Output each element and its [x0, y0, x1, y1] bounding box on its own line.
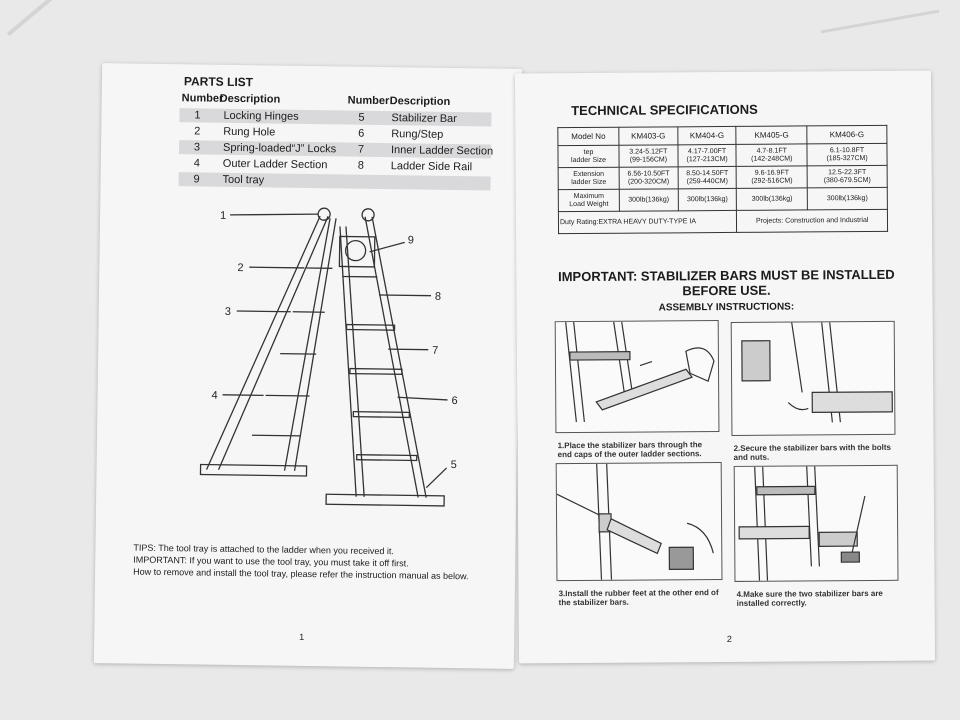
tips-line-1: TIPS: The tool tray is attached to the ladder when you received it.	[133, 542, 394, 557]
spec-cell: 300lb(136kg)	[807, 187, 887, 210]
duty-rating: Duty Rating:EXTRA HEAVY DUTY-TYPE IA	[558, 210, 737, 233]
spec-cell: 4.7-8.1FT (142-248CM)	[736, 144, 807, 166]
tips-line-2: IMPORTANT: If you want to use the tool tray, you must take it off first.	[133, 554, 409, 569]
spec-cell: 300lb(136kg)	[619, 189, 678, 211]
part-number: 6	[358, 127, 365, 140]
callout-6: 6	[451, 395, 458, 408]
part-description: Stabilizer Bar	[391, 112, 457, 126]
spec-cell: 8.50-14.50FT (259-440CM)	[678, 166, 737, 188]
spec-cell: 300lb(136kg)	[678, 188, 737, 210]
tech-spec-title: TECHNICAL SPECIFICATIONS	[571, 101, 758, 119]
spec-header-cell: KM403-G	[619, 127, 678, 145]
callout-4: 4	[211, 389, 218, 402]
spec-table	[557, 125, 888, 234]
page-number: 1	[299, 631, 305, 642]
step-4-image	[734, 465, 899, 582]
part-description: Locking Hinges	[223, 109, 299, 123]
callout-3: 3	[224, 305, 231, 318]
callout-9: 9	[407, 234, 414, 247]
left-page	[94, 63, 522, 669]
projects: Projects: Construction and Industrial	[737, 209, 888, 232]
ladder-diagram	[196, 194, 480, 518]
spec-row-label: Maximum Load Weight	[558, 189, 619, 211]
part-number: 3	[193, 141, 201, 154]
background-mark	[7, 0, 63, 36]
spec-cell: 12.5-22.3FT (380-679.5CM)	[807, 165, 887, 188]
spec-header-cell: Model No	[558, 127, 619, 145]
part-number: 2	[194, 125, 201, 138]
spec-cell: 6.1-10.8FT (185-327CM)	[807, 143, 887, 166]
part-number: 8	[357, 159, 364, 172]
part-number: 1	[194, 109, 201, 122]
callout-8: 8	[434, 290, 442, 303]
tips-line-3: How to remove and install the tool tray, please refer the instruction manual as below.	[133, 566, 469, 582]
step-2-image	[731, 321, 896, 436]
callout-1: 1	[220, 209, 227, 222]
part-description: Spring-loaded“J” Locks	[222, 141, 337, 156]
spec-cell: 9.6-16.9FT (292-516CM)	[737, 166, 808, 188]
important-notice: IMPORTANT: STABILIZER BARS MUST BE INSTALLED BEFORE USE.	[558, 266, 895, 299]
right-page	[515, 71, 935, 664]
col-header-number: Number	[181, 92, 224, 105]
spec-header-cell: KM404-G	[678, 126, 737, 144]
step-1-image	[555, 320, 720, 433]
spec-cell: 3.24-5.12FT (99-156CM)	[619, 145, 678, 167]
col-header-description: Description	[219, 92, 281, 106]
step-2-caption: 2.Secure the stabilizer bars with the bolts and nuts.	[733, 442, 891, 462]
spec-header-cell: KM406-G	[807, 125, 887, 144]
spec-cell: 6.56-10.50FT (200-320CM)	[619, 167, 678, 189]
part-description: Rung/Step	[391, 128, 444, 141]
callout-2: 2	[237, 262, 244, 275]
col-header-description-2: Description	[389, 95, 451, 108]
step-3-caption: 3.Install the rubber feet at the other end of the stabilizer bars.	[558, 588, 719, 608]
part-number: 7	[357, 143, 365, 156]
part-description: Outer Ladder Section	[222, 157, 328, 172]
part-description: Rung Hole	[223, 125, 276, 139]
part-description: Ladder Side Rail	[390, 160, 473, 174]
spec-cell: 4.17-7.00FT (127-213CM)	[678, 144, 737, 166]
assembly-title: ASSEMBLY INSTRUCTIONS:	[658, 301, 795, 314]
spec-row-label: tep ladder Size	[558, 145, 619, 167]
part-number: 9	[193, 173, 200, 186]
part-number: 4	[193, 157, 200, 170]
part-description: Inner Ladder Section	[390, 144, 494, 158]
step-4-caption: 4.Make sure the two stabilizer bars are installed correctly.	[736, 588, 883, 608]
step-3-image	[556, 462, 723, 581]
callout-7: 7	[432, 344, 439, 357]
spec-row-label: Extension ladder Size	[558, 167, 619, 189]
background-mark	[821, 10, 940, 34]
spec-header-cell: KM405-G	[736, 126, 807, 144]
part-description: Tool tray	[222, 173, 265, 187]
step-1-caption: 1.Place the stabilizer bars through the end caps of the outer ladder sections.	[557, 440, 703, 460]
part-number: 5	[358, 111, 365, 124]
parts-list-title: PARTS LIST	[183, 74, 254, 90]
page-number: 2	[726, 633, 732, 644]
col-header-number-2: Number	[347, 94, 390, 108]
spec-cell: 300lb(136kg)	[737, 188, 808, 210]
callout-5: 5	[450, 459, 457, 472]
